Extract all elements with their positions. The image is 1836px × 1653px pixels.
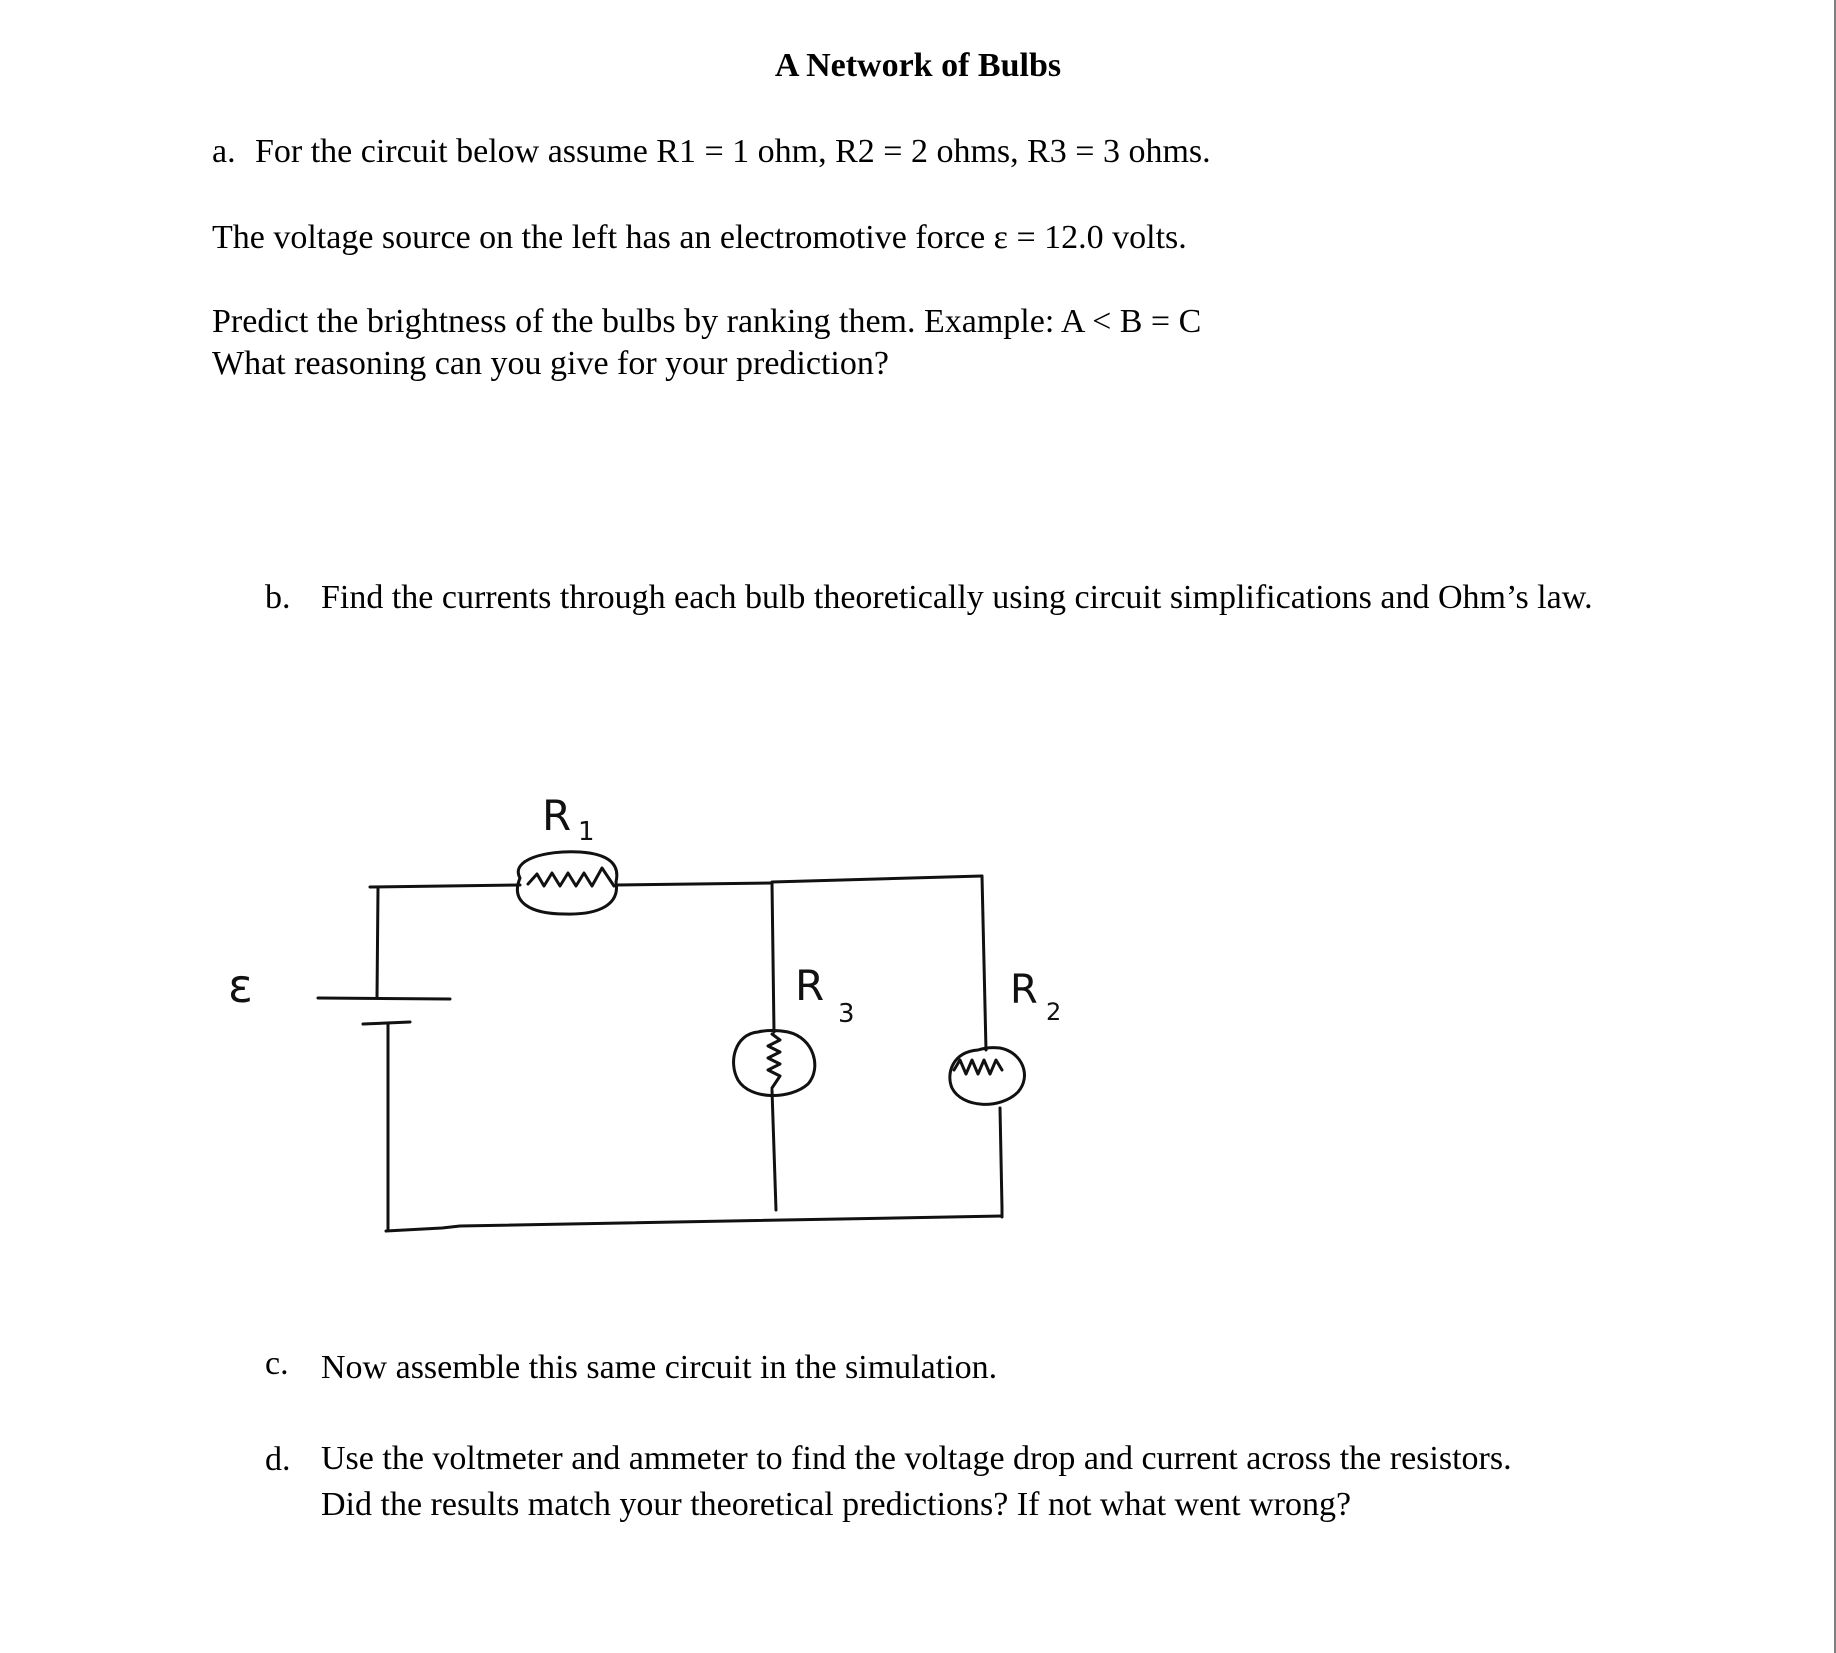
r1-filament (528, 868, 614, 886)
r3-label: R (795, 961, 825, 1010)
r2-filament (954, 1060, 1002, 1074)
part-a-line-3: Predict the brightness of the bulbs by ranking them. Example: A < B = C (212, 303, 1202, 340)
circuit-diagram (210, 770, 1062, 1270)
page-title: A Network of Bulbs (774, 47, 1062, 84)
part-d-line-1: Use the voltmeter and ammeter to find the voltage drop and current across the resistors. (321, 1440, 1512, 1477)
part-a-line-1: For the circuit below assume R1 = 1 ohm, R2 = 2 ohms, R3 = 3 ohms. (255, 133, 1211, 170)
r1-label: R (542, 791, 572, 840)
part-a-marker: a. (212, 133, 236, 170)
part-b-text: Find the currents through each bulb theoretically using circuit simplifications and Ohm’s law. (321, 579, 1593, 616)
emf-label: ε (228, 959, 253, 1013)
part-c-marker: c. (265, 1345, 289, 1382)
part-a-line-4: What reasoning can you give for your prediction? (212, 345, 889, 382)
wire-middle-branch-top (772, 883, 774, 1032)
battery-short-plate (363, 1022, 410, 1024)
wire-top-left (370, 885, 520, 887)
r2-label: R (1010, 967, 1038, 1013)
r1-subscript: 1 (578, 817, 595, 847)
r2-bulb-outline (950, 1048, 1025, 1105)
part-b-marker: b. (265, 579, 291, 616)
part-d-text (321, 1436, 1621, 1528)
battery-long-plate (318, 998, 450, 999)
wire-top-middle (616, 883, 772, 885)
r1-bulb-outline (517, 852, 616, 914)
wire-bottom (386, 1216, 1002, 1231)
wire-right-branch-top (982, 876, 986, 1050)
wire-middle-branch-bottom (772, 1090, 776, 1210)
part-a-line-2: The voltage source on the left has an electromotive force ε = 12.0 volts. (212, 219, 1187, 256)
wire-right-branch-bottom (1000, 1108, 1002, 1208)
part-c-text: Now assemble this same circuit in the simulation. (321, 1349, 998, 1386)
r3-subscript: 3 (838, 999, 855, 1029)
wire-top-right (772, 876, 982, 882)
wire-left-top (377, 888, 378, 998)
part-d-line-2: Did the results match your theoretical predictions? If not what went wrong? (321, 1486, 1352, 1523)
circuit-svg (210, 770, 1062, 1270)
part-d-marker: d. (265, 1441, 291, 1478)
r2-subscript: 2 (1046, 998, 1062, 1026)
r3-filament (768, 1034, 780, 1088)
